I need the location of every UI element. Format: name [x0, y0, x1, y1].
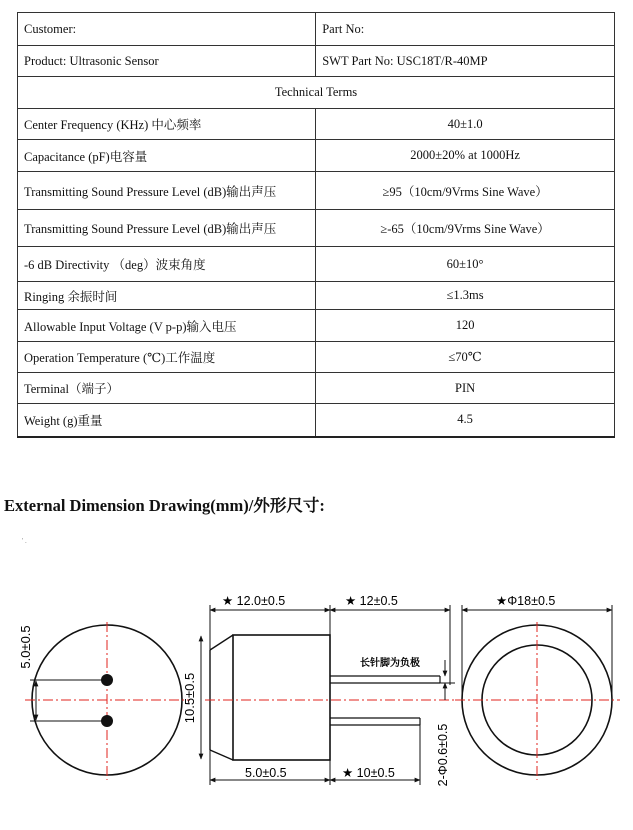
bottom-offset-dimension: 5.0±0.5: [245, 766, 287, 780]
table-row: [18, 13, 615, 46]
spec-value: 40±1.0: [316, 109, 615, 140]
table-row: [18, 310, 615, 342]
spec-value: 120: [316, 310, 615, 342]
stray-mark: ' .: [22, 537, 27, 545]
swt-part-no: SWT Part No: USC18T/R-40MP: [316, 46, 615, 77]
pin-note: 长针脚为负极: [360, 658, 420, 669]
table-row: [18, 404, 615, 437]
bottom-pin-dimension: ★ 10±0.5: [342, 766, 395, 780]
table-row: [18, 282, 615, 310]
spec-label: -6 dB Directivity （deg）波束角度: [18, 247, 316, 282]
drawing-heading: External Dimension Drawing(mm)/外形尺寸:: [4, 496, 325, 515]
technical-terms-heading: Technical Terms: [18, 77, 615, 109]
spec-label: Terminal（端子）: [18, 373, 316, 404]
spec-label: Operation Temperature (℃)工作温度: [18, 342, 316, 373]
spec-value: 2000±20% at 1000Hz: [316, 140, 615, 172]
spec-table: [17, 12, 615, 438]
spec-value: ≥95（10cm/9Vrms Sine Wave）: [316, 172, 615, 210]
diameter-dimension: ★Φ18±0.5: [496, 594, 556, 608]
table-row: [18, 342, 615, 373]
spec-label: Transmitting Sound Pressure Level (dB)输出声压: [18, 210, 316, 247]
table-row: [18, 109, 615, 140]
pin-dot: [101, 674, 113, 686]
pin-diameter-dimension: 2-Φ0.6±0.5: [436, 723, 450, 787]
pitch-dimension: 5.0±0.5: [18, 625, 33, 669]
side-view: [182, 594, 460, 786]
table-row: [18, 46, 615, 77]
spec-label: Allowable Input Voltage (V p-p)输入电压: [18, 310, 316, 342]
spec-value: PIN: [316, 373, 615, 404]
spec-value: ≥-65（10cm/9Vrms Sine Wave）: [316, 210, 615, 247]
spec-label: Transmitting Sound Pressure Level (dB)输出声压: [18, 172, 316, 210]
table-row: [18, 140, 615, 172]
spec-label: Ringing 余振时间: [18, 282, 316, 310]
spec-value: 4.5: [316, 404, 615, 437]
spec-label: Weight (g)重量: [18, 404, 316, 437]
spec-value: ≤1.3ms: [316, 282, 615, 310]
table-row: [18, 172, 615, 210]
product-label: Product: Ultrasonic Sensor: [18, 46, 316, 77]
pin-dot: [101, 715, 113, 727]
spec-value: ≤70℃: [316, 342, 615, 373]
top-view: [455, 594, 620, 780]
dimension-drawing: [0, 580, 633, 830]
table-row: [18, 210, 615, 247]
sensor-body: [233, 635, 330, 760]
part-no-label: Part No:: [316, 13, 615, 46]
table-row: [18, 373, 615, 404]
bottom-view: [18, 622, 190, 780]
spec-label: Center Frequency (KHz) 中心频率: [18, 109, 316, 140]
customer-label: Customer:: [18, 13, 316, 46]
top-length-dimension: ★ 12.0±0.5: [222, 594, 286, 608]
spec-label: Capacitance (pF)电容量: [18, 140, 316, 172]
pin-length-dimension: ★ 12±0.5: [345, 594, 398, 608]
table-row: [18, 77, 615, 109]
spec-value: 60±10°: [316, 247, 615, 282]
table-row: [18, 247, 615, 282]
body-height-dimension: 10.5±0.5: [182, 672, 197, 724]
